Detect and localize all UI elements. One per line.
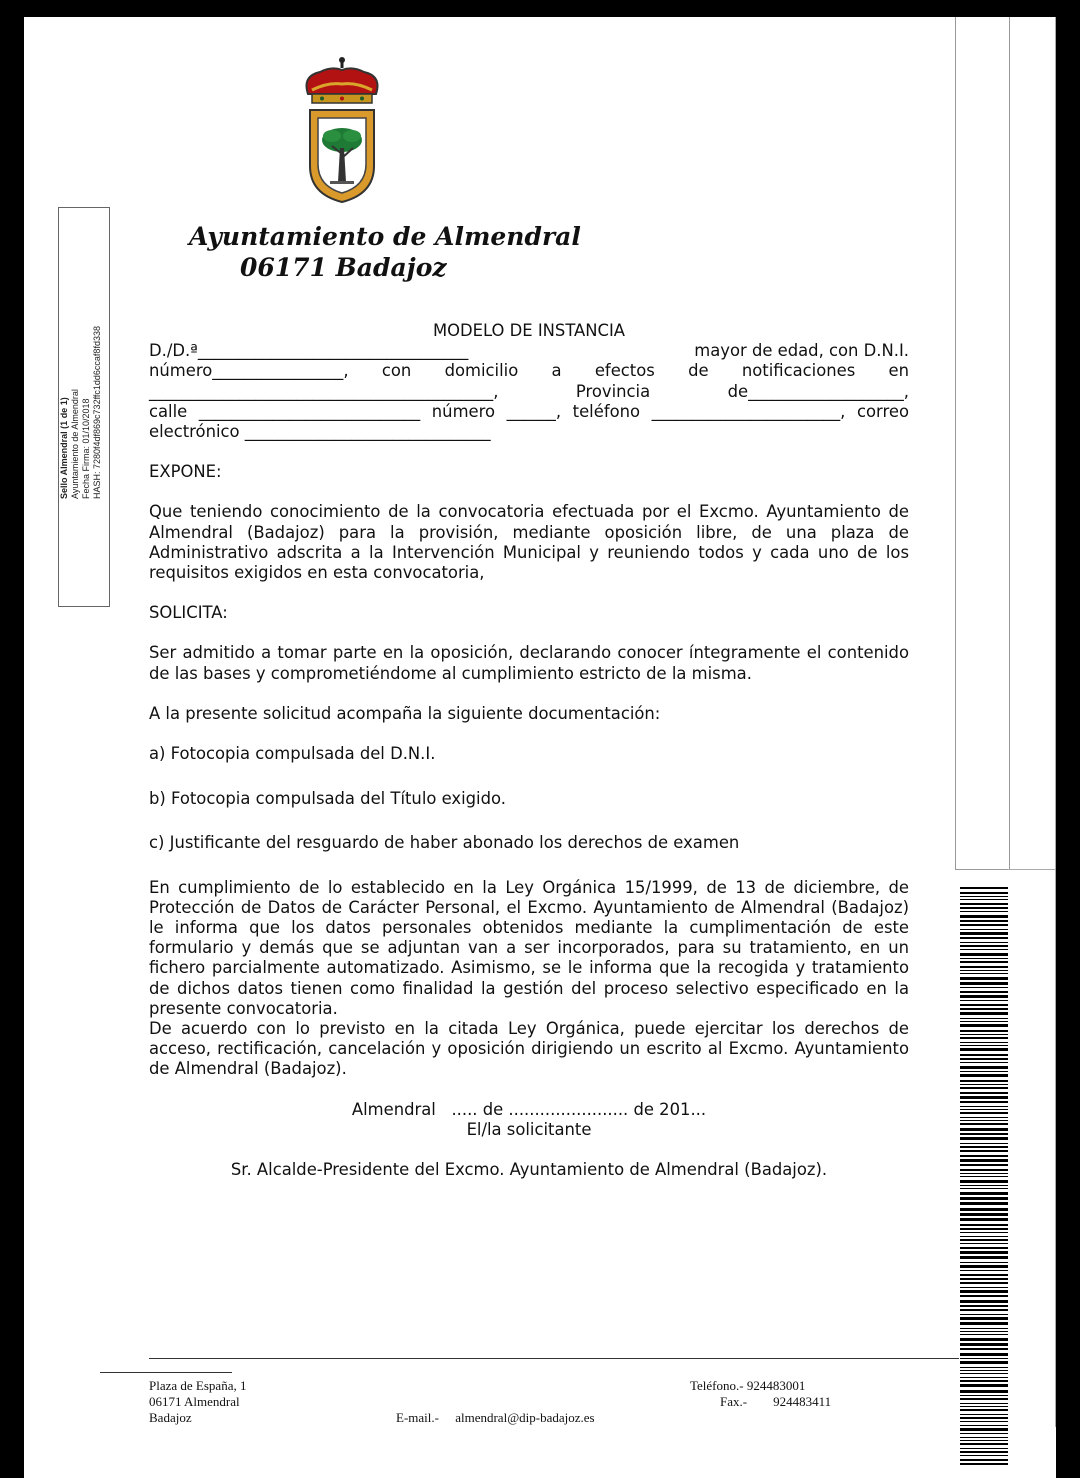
barcode-bar	[960, 1071, 1008, 1072]
fax-label: Fax.-	[720, 1394, 748, 1409]
rights-paragraph: De acuerdo con lo previsto en la citada Ley Orgánica, puede ejercitar los derechos de acceso, rectificación, cancelación y oposición dirigiendo un escrito al Excmo. Ayuntamiento de Almendral (Badajoz).	[149, 1019, 909, 1079]
email-line: electrónico ______________________________	[149, 422, 491, 442]
footer-fax	[720, 1394, 831, 1410]
footer-address-line: 06171 Almendral	[149, 1394, 240, 1409]
barcode-bar	[960, 1021, 1008, 1022]
expone-label: EXPONE:	[149, 462, 222, 482]
barcode-bar	[960, 1239, 1008, 1241]
barcode-bar	[960, 903, 1008, 905]
barcode-bar	[960, 1228, 1008, 1230]
barcode-bar	[960, 1390, 1008, 1393]
form-body	[149, 321, 909, 1180]
barcode-bar	[960, 1062, 1008, 1063]
barcode-bar	[960, 1367, 1008, 1368]
barcode-bar	[960, 1455, 1008, 1456]
barcode-bar	[960, 958, 1008, 959]
barcode-bar	[960, 1202, 1008, 1205]
barcode-bar	[960, 899, 1008, 900]
barcode-bar	[960, 1463, 1008, 1465]
barcode-bar	[960, 1034, 1008, 1035]
stamp-line: Sello Almendral (1 de 1)	[59, 397, 69, 499]
barcode-bar	[960, 1290, 1008, 1293]
barcode-bar	[960, 1443, 1008, 1445]
barcode-bar	[960, 1328, 1008, 1329]
signer-label: El/la solicitante	[466, 1119, 592, 1139]
barcode-icon	[960, 887, 1008, 1439]
date-line: Almendral ..... de ....................... de 201...	[351, 1099, 707, 1119]
barcode-bar	[960, 1305, 1008, 1307]
barcode-bar	[960, 1417, 1008, 1419]
barcode-bar	[960, 1232, 1008, 1233]
barcode-bar	[960, 1287, 1008, 1288]
barcode-bar	[960, 1150, 1008, 1152]
barcode-bar	[960, 1428, 1008, 1431]
barcode-bar	[960, 1096, 1008, 1099]
footer-address	[149, 1378, 246, 1426]
barcode-bar	[960, 1087, 1008, 1089]
barcode-bar	[960, 907, 1008, 909]
document-item-c: c) Justificante del resguardo de haber abonado los derechos de examen	[149, 833, 740, 853]
barcode-bar	[960, 1164, 1008, 1166]
addressee-line: Sr. Alcalde-Presidente del Excmo. Ayuntamiento de Almendral (Badajoz).	[230, 1160, 828, 1180]
age-dni-label: mayor de edad, con D.N.I.	[694, 341, 909, 361]
barcode-bar	[960, 1448, 1008, 1449]
street-phone-line: calle ___________________________ número ______, teléfono _______________________, correo	[149, 401, 909, 421]
barcode-bar	[960, 1084, 1008, 1085]
fax-number: 924483411	[773, 1394, 832, 1409]
barcode-bar	[960, 1120, 1008, 1121]
barcode-bar	[960, 1042, 1008, 1043]
barcode-bar	[960, 1037, 1008, 1039]
document-item-b: b) Fotocopia compulsada del Título exigido.	[149, 789, 506, 809]
barcode-bar	[960, 1218, 1008, 1221]
barcode-bar	[960, 1243, 1008, 1244]
barcode-bar	[960, 1208, 1008, 1211]
barcode-bar	[960, 1425, 1008, 1426]
barcode-bar	[960, 1048, 1008, 1051]
barcode-bar	[960, 1155, 1008, 1157]
municipality-postcode: 06171 Badajoz	[240, 253, 447, 282]
barcode-bar	[960, 1109, 1008, 1110]
barcode-bar	[960, 1322, 1008, 1325]
barcode-bar	[960, 937, 1008, 939]
footer-phone	[690, 1378, 805, 1394]
barcode-bar	[960, 1348, 1008, 1350]
barcode-bar	[960, 920, 1008, 922]
barcode-bar	[960, 1074, 1008, 1077]
barcode-bar	[960, 1278, 1008, 1280]
footer-divider	[100, 1372, 232, 1373]
barcode-bar	[960, 1421, 1008, 1422]
barcode-bar	[960, 1030, 1008, 1032]
barcode-bar	[960, 915, 1008, 918]
barcode-bar	[960, 961, 1008, 963]
barcode-bar	[960, 1309, 1008, 1311]
coat-of-arms-icon	[298, 54, 386, 204]
expone-paragraph: Que teniendo conocimiento de la convocatoria efectuada por el Excmo. Ayuntamiento de Almendral (Badajoz) para la provisión, mediante oposición libre, de una plaza de Administrativo adscrita a la Intervención Municipal y reuniendo todos y cada uno de los requisitos exigidos en esta convocatoria,	[149, 502, 909, 583]
barcode-bar	[960, 1159, 1008, 1162]
barcode-bar	[960, 987, 1008, 988]
barcode-bar	[960, 924, 1008, 926]
footer-divider	[149, 1358, 959, 1359]
barcode-bar	[960, 1054, 1008, 1056]
barcode-bar	[960, 1224, 1008, 1226]
barcode-bar	[960, 1176, 1008, 1177]
barcode-bar	[960, 1197, 1008, 1200]
barcode-bar	[960, 1343, 1008, 1346]
barcode-bar	[960, 896, 1008, 897]
barcode-bar	[960, 1265, 1008, 1268]
barcode-bar	[960, 1000, 1008, 1001]
barcode-bar	[960, 1437, 1008, 1438]
barcode-bar	[960, 1012, 1008, 1015]
margin-rule	[1008, 869, 1056, 870]
stamp-line: HASH: 7280f4df869c732ffc1dd6ccaf8fd338	[92, 326, 102, 499]
form-heading: MODELO DE INSTANCIA	[432, 321, 626, 340]
barcode-bar	[960, 991, 1008, 993]
barcode-bar	[960, 1018, 1008, 1019]
barcode-bar	[960, 1066, 1008, 1069]
name-field-label: D./D.ª_________________________________	[149, 341, 469, 361]
barcode-bar	[960, 1101, 1008, 1103]
barcode-bar	[960, 1117, 1008, 1118]
barcode-bar	[960, 1373, 1008, 1374]
document-page	[24, 17, 1056, 1478]
barcode-bar	[960, 929, 1008, 930]
barcode-bar	[960, 1314, 1008, 1315]
barcode-bar	[960, 1192, 1008, 1195]
barcode-bar	[960, 1317, 1008, 1320]
barcode-bar	[960, 1045, 1008, 1046]
barcode-bar	[960, 1459, 1008, 1461]
stamp-line: Fecha Firma: 01/10/2018	[81, 398, 91, 499]
barcode-bar	[960, 1185, 1008, 1186]
barcode-bar	[960, 1247, 1008, 1249]
barcode-bar	[960, 973, 1008, 974]
barcode-bar	[960, 966, 1008, 968]
barcode-bar	[960, 892, 1008, 894]
barcode-bar	[960, 1384, 1008, 1387]
barcode-bar	[960, 1213, 1008, 1216]
barcode-bar	[960, 1270, 1008, 1271]
email-address: almendral@dip-badajoz.es	[455, 1410, 595, 1425]
applicant-name-line	[149, 341, 909, 361]
margin-frame	[955, 17, 1010, 870]
privacy-paragraph: En cumplimiento de lo establecido en la Ley Orgánica 15/1999, de 13 de diciembre, de Protección de Datos de Carácter Personal, el Excmo. Ayuntamiento de Almendral (Badajoz) le informa que los datos personales obtenidos mediante la cumplimentación de este formulario y demás que se adjuntan van a ser incorporados, para su tratamiento, en un fichero parcialmente automatizado. Asimismo, se le informa que la recogida y tratamiento de dichos datos tienen como finalidad la gestión del proceso selectivo especificado en la presente convocatoria.	[149, 877, 909, 1018]
solicita-paragraph: Ser admitido a tomar parte en la oposición, declarando conocer íntegramente el contenido de las bases y comprometiéndome al cumplimiento estricto de la misma.	[149, 643, 909, 683]
barcode-bar	[960, 1058, 1008, 1060]
barcode-bar	[960, 1188, 1008, 1189]
province-line: __________________________________________, Provincia de___________________,	[149, 381, 909, 401]
signature-stamp	[59, 326, 103, 499]
footer-address-line: Plaza de España, 1	[149, 1378, 247, 1393]
stamp-line: Ayuntamiento de Almendral	[70, 389, 80, 499]
barcode-bar	[960, 1300, 1008, 1303]
barcode-bar	[960, 1331, 1008, 1332]
barcode-bar	[960, 1106, 1008, 1107]
barcode-bar	[960, 1024, 1008, 1027]
barcode-bar	[960, 932, 1008, 935]
barcode-bar	[960, 1440, 1008, 1441]
solicita-label: SOLICITA:	[149, 603, 228, 623]
barcode-bar	[960, 1133, 1008, 1135]
barcode-bar	[960, 1128, 1008, 1131]
footer-address-line: Badajoz	[149, 1410, 192, 1425]
footer-email	[396, 1410, 595, 1426]
barcode-bar	[960, 1380, 1008, 1382]
barcode-bar	[960, 1143, 1008, 1144]
barcode-bar	[960, 1414, 1008, 1415]
barcode-bar	[960, 1080, 1008, 1082]
municipality-title: Ayuntamiento de Almendral	[189, 222, 581, 251]
barcode-bar	[960, 1451, 1008, 1453]
barcode-bar	[960, 953, 1008, 956]
barcode-bar	[960, 1112, 1008, 1114]
barcode-bar	[960, 982, 1008, 985]
email-label: E-mail.-	[396, 1410, 439, 1425]
barcode-bar	[960, 1395, 1008, 1396]
barcode-bar	[960, 1295, 1008, 1297]
barcode-bar	[960, 1180, 1008, 1183]
barcode-bar	[960, 1409, 1008, 1411]
phone-number: 924483001	[746, 1378, 806, 1393]
barcode-bar	[960, 945, 1008, 947]
barcode-bar	[960, 1137, 1008, 1140]
barcode-bar	[960, 1338, 1008, 1341]
margin-rule	[1055, 17, 1056, 1427]
barcode-bar	[960, 1173, 1008, 1174]
barcode-bar	[960, 1353, 1008, 1356]
barcode-bar	[960, 1251, 1008, 1254]
barcode-bar	[960, 1262, 1008, 1263]
barcode-bar	[960, 1358, 1008, 1359]
barcode-bar	[960, 1282, 1008, 1284]
barcode-bar	[960, 1169, 1008, 1171]
barcode-bar	[960, 1406, 1008, 1407]
phone-label: Teléfono.-	[690, 1378, 744, 1393]
barcode-bar	[960, 1398, 1008, 1400]
dni-number-line: número________________, con domicilio a efectos de notificaciones en	[149, 361, 909, 381]
barcode-bar	[960, 1377, 1008, 1378]
barcode-bar	[960, 949, 1008, 950]
barcode-bar	[960, 977, 1008, 980]
barcode-bar	[960, 1361, 1008, 1364]
barcode-bar	[960, 1274, 1008, 1276]
barcode-bar	[960, 1004, 1008, 1006]
barcode-bar	[960, 942, 1008, 943]
barcode-bar	[960, 1433, 1008, 1434]
barcode-bar	[960, 970, 1008, 971]
barcode-bar	[960, 1370, 1008, 1371]
barcode-bar	[960, 911, 1008, 912]
barcode-bar	[960, 1236, 1008, 1237]
barcode-bar	[960, 1334, 1008, 1335]
barcode-bar	[960, 1008, 1008, 1010]
barcode-bar	[960, 1403, 1008, 1404]
barcode-bar	[960, 887, 1008, 889]
barcode-bar	[960, 1146, 1008, 1148]
barcode-bar	[960, 1256, 1008, 1259]
barcode-bar	[960, 1123, 1008, 1125]
documentation-intro: A la presente solicitud acompaña la siguiente documentación:	[149, 703, 661, 723]
barcode-bar	[960, 995, 1008, 998]
document-item-a: a) Fotocopia compulsada del D.N.I.	[149, 744, 436, 764]
barcode-bar	[960, 1092, 1008, 1094]
